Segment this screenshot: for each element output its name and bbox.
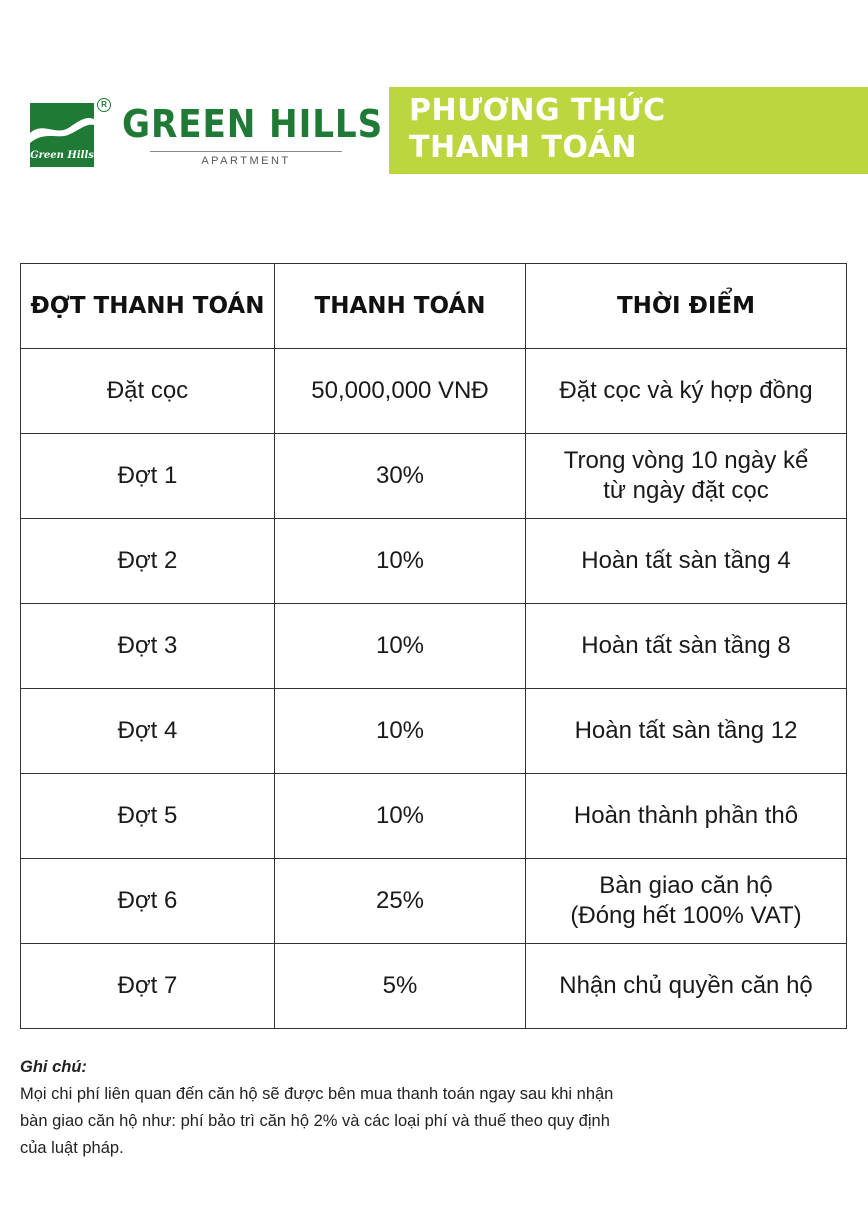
note-line: Mọi chi phí liên quan đến căn hộ sẽ được bên mua thanh toán ngay sau khi nhận (20, 1085, 614, 1103)
page-title-line-2: THANH TOÁN (409, 130, 637, 165)
cell-payment: 10% (275, 689, 526, 774)
cell-time-line: Hoàn tất sàn tầng 12 (574, 717, 798, 744)
cell-time-line: từ ngày đặt cọc (603, 477, 769, 504)
cell-payment: 25% (275, 859, 526, 944)
cell-stage: Đợt 5 (21, 774, 275, 859)
brand-divider (150, 151, 342, 152)
table-header-row (21, 264, 847, 349)
registered-mark-icon: R (97, 98, 111, 112)
note-line: bàn giao căn hộ như: phí bảo trì căn hộ 2% và các loại phí và thuế theo quy định (20, 1112, 610, 1130)
table-row (21, 774, 847, 859)
cell-stage: Đặt cọc (21, 349, 275, 434)
table-row (21, 349, 847, 434)
cell-time-line: Hoàn tất sàn tầng 8 (581, 632, 791, 659)
table-row (21, 604, 847, 689)
cell-time-line: Nhận chủ quyền căn hộ (559, 972, 813, 999)
header-payment: THANH TOÁN (275, 264, 526, 349)
cell-time-line: Trong vòng 10 ngày kể (563, 447, 809, 474)
cell-time (526, 689, 847, 774)
note-line: của luật pháp. (20, 1139, 124, 1157)
cell-payment: 10% (275, 604, 526, 689)
cell-time-line: (Đóng hết 100% VAT) (570, 902, 802, 929)
cell-time (526, 519, 847, 604)
cell-payment: 10% (275, 774, 526, 859)
cell-time-line: Hoàn thành phần thô (573, 802, 799, 829)
cell-time (526, 859, 847, 944)
cell-stage: Đợt 6 (21, 859, 275, 944)
cell-time (526, 349, 847, 434)
cell-stage: Đợt 7 (21, 944, 275, 1029)
cell-stage: Đợt 3 (21, 604, 275, 689)
logo-script-text: Green Hills (30, 150, 94, 161)
brand-subtitle: APARTMENT (201, 155, 291, 167)
table-row (21, 944, 847, 1029)
brand-name: GREEN HILLS (122, 102, 384, 146)
cell-time (526, 434, 847, 519)
table-row (21, 434, 847, 519)
cell-stage: Đợt 4 (21, 689, 275, 774)
page-title-banner (389, 87, 868, 174)
cell-payment: 10% (275, 519, 526, 604)
cell-time (526, 774, 847, 859)
cell-time-line: Hoàn tất sàn tầng 4 (581, 547, 791, 574)
cell-payment: 30% (275, 434, 526, 519)
table-row (21, 689, 847, 774)
header-time: THỜI ĐIỂM (526, 264, 847, 349)
cell-payment: 50,000,000 VNĐ (275, 349, 526, 434)
logo-icon (30, 103, 94, 167)
note-title: Ghi chú: (20, 1058, 87, 1076)
cell-stage: Đợt 2 (21, 519, 275, 604)
cell-time-line: Bàn giao căn hộ (599, 872, 773, 899)
cell-time (526, 604, 847, 689)
cell-time (526, 944, 847, 1029)
payment-schedule-table (20, 263, 847, 1029)
table-row (21, 859, 847, 944)
table-row (21, 519, 847, 604)
note-section (20, 1054, 850, 1162)
cell-time-line: Đặt cọc và ký hợp đồng (559, 377, 813, 404)
cell-payment: 5% (275, 944, 526, 1029)
header-stage: ĐỢT THANH TOÁN (21, 264, 275, 349)
cell-stage: Đợt 1 (21, 434, 275, 519)
page-title-line-1: PHƯƠNG THỨC (409, 93, 666, 128)
